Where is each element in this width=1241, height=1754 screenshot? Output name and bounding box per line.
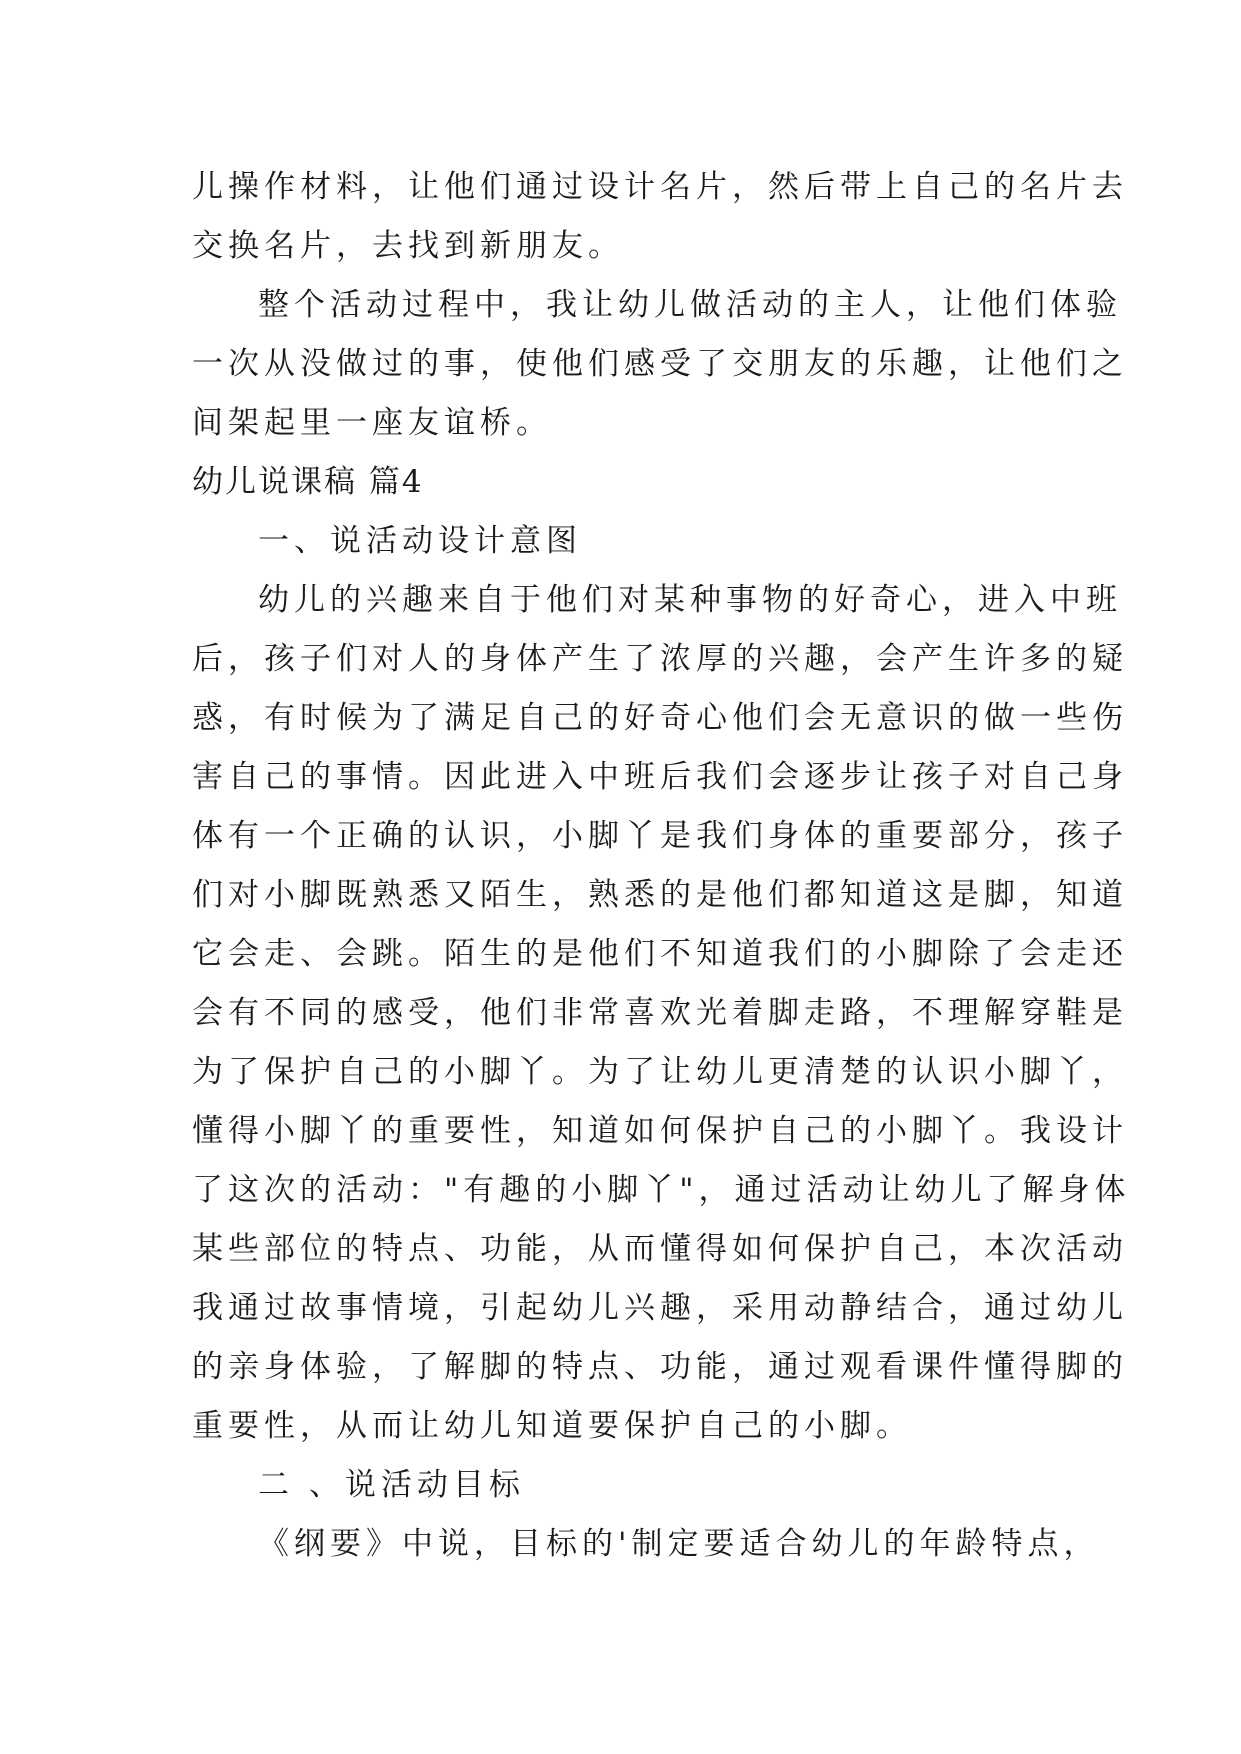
text-line: 了这次的活动："有趣的小脚丫"，通过活动让幼儿了解身体 [192, 1172, 1131, 1208]
text-line: 整个活动过程中，我让幼儿做活动的主人，让他们体验 [258, 287, 1122, 323]
text-line: 它会走、会跳。陌生的是他们不知道我们的小脚除了会走还 [192, 936, 1128, 972]
text-line: 后，孩子们对人的身体产生了浓厚的兴趣，会产生许多的疑 [192, 641, 1128, 677]
text-line: 幼儿的兴趣来自于他们对某种事物的好奇心，进入中班 [258, 582, 1122, 618]
text-line: 体有一个正确的认识，小脚丫是我们身体的重要部分，孩子 [192, 818, 1128, 854]
text-line: 的亲身体验，了解脚的特点、功能，通过观看课件懂得脚的 [192, 1349, 1128, 1385]
article-title: 幼儿说课稿 篇4 [192, 464, 424, 500]
text-line: 我通过故事情境，引起幼儿兴趣，采用动静结合，通过幼儿 [192, 1290, 1128, 1326]
section-heading: 二 、说活动目标 [258, 1467, 525, 1503]
text-line: 惑，有时候为了满足自己的好奇心他们会无意识的做一些伤 [192, 700, 1128, 736]
text-line: 懂得小脚丫的重要性，知道如何保护自己的小脚丫。我设计 [192, 1113, 1128, 1149]
text-line: 儿操作材料，让他们通过设计名片，然后带上自己的名片去 [192, 169, 1128, 205]
text-line: 害自己的事情。因此进入中班后我们会逐步让孩子对自己身 [192, 759, 1128, 795]
section-heading: 一、说活动设计意图 [258, 523, 582, 559]
text-line: 一次从没做过的事，使他们感受了交朋友的乐趣，让他们之 [192, 346, 1128, 382]
text-line: 重要性，从而让幼儿知道要保护自己的小脚。 [192, 1408, 912, 1444]
text-line: 《纲要》中说，目标的'制定要适合幼儿的年龄特点， [258, 1526, 1100, 1562]
text-line: 们对小脚既熟悉又陌生，熟悉的是他们都知道这是脚，知道 [192, 877, 1128, 913]
text-line: 会有不同的感受，他们非常喜欢光着脚走路，不理解穿鞋是 [192, 995, 1128, 1031]
text-line: 某些部位的特点、功能，从而懂得如何保护自己，本次活动 [192, 1231, 1128, 1267]
text-line: 间架起里一座友谊桥。 [192, 405, 552, 441]
text-line: 交换名片，去找到新朋友。 [192, 228, 624, 264]
document-body [192, 158, 1131, 1574]
text-line: 为了保护自己的小脚丫。为了让幼儿更清楚的认识小脚丫， [192, 1054, 1128, 1090]
